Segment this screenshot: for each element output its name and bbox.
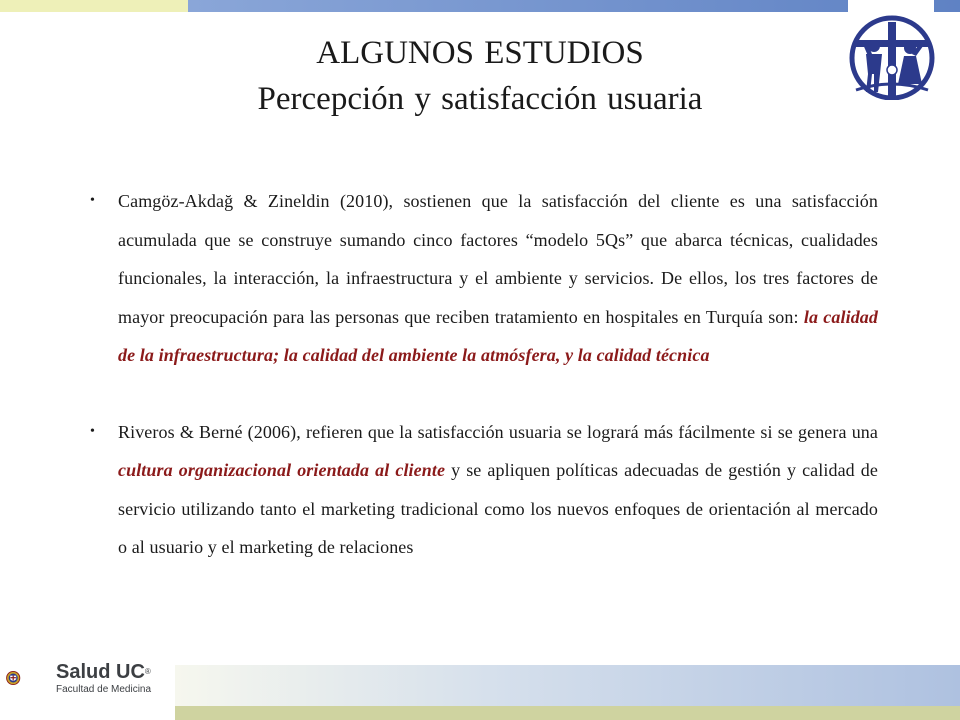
title-line-2: Percepción y satisfacción usuaria — [257, 81, 703, 117]
bullet-item — [90, 413, 878, 567]
brand-subtitle: Facultad de Medicina — [56, 684, 152, 695]
bullet-text: Camgöz-Akdağ & Zineldin (2010), sostienen que la satisfacción del cliente es una satisfacción acumulada que se construye sumando cinco factores “modelo 5Qs” que abarca técnicas, cualidades funcionales, la interacción, la infraestructura y el ambiente y servicios. De ellos, los tres factores de mayor preocupación para las personas que reciben tratamiento en hospitales en Turquía son: — [118, 191, 878, 327]
footer-bar-base — [175, 706, 960, 720]
brand-name — [56, 660, 166, 684]
top-bar-gap — [848, 0, 934, 12]
footer-brand — [56, 660, 166, 696]
family-emblem-icon — [848, 12, 936, 100]
top-header-bar — [188, 0, 960, 12]
slide-title — [200, 30, 760, 122]
bullet-highlight: la calidad de la infraestructura; la calidad del ambiente la atmósfera, y la calidad técnica — [118, 306, 879, 365]
bullet-text-end: y se apliquen políticas adecuadas de gestión y calidad de servicio utilizando tanto el marketing tradicional como los nuevos enfoques de orientación al mercado o al usuario y el marketing de relaciones — [118, 460, 878, 557]
footer-bar — [175, 665, 960, 706]
bullet-dot: • — [90, 423, 96, 439]
university-crest-icon — [6, 646, 54, 710]
bullet-highlight: cultura organizacional orientada al cliente — [118, 460, 446, 480]
title-line-1: ALGUNOS ESTUDIOS — [316, 35, 644, 71]
top-left-accent — [0, 0, 188, 12]
registered-mark: ® — [144, 667, 151, 676]
slide-body — [90, 182, 878, 567]
bullet-item — [90, 182, 878, 375]
bullet-dot: • — [90, 193, 96, 208]
brand-name-text: Salud UC — [56, 661, 145, 683]
bullet-text: Riveros & Berné (2006), refieren que la satisfacción usuaria se logrará más fácilmente si se genera una — [118, 421, 878, 442]
